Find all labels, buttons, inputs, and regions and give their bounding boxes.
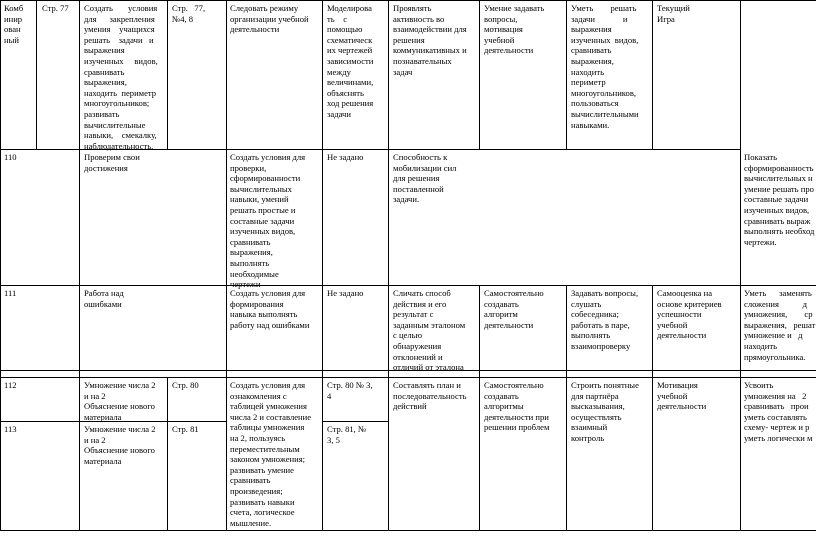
modeling-cell: Моделирова ть с помощью схематическ их чертежей зависимости между величинами, объяснять ход решения задачи: [327, 3, 374, 119]
communicative-cell: Сличать способ действия и его результат с заданным эталоном с целью обнаружения отклонений и отличий от эталона: [393, 288, 466, 373]
modeling-cell: Стр. 81, № 3, 5: [327, 424, 367, 445]
column-divider: [652, 285, 653, 530]
lesson-number-cell: 110: [4, 152, 17, 162]
personal-cell: Самостоятельно создавать алгоритм деятельности: [484, 288, 544, 330]
lesson-topic-cell: Умножение числа 2 и на 2 Объяснение нового материала: [84, 380, 156, 422]
lesson-topic-cell: Умножение числа 2 и на 2 Объяснение нового материала: [84, 424, 156, 466]
modeling-cell: Не задано: [327, 152, 364, 162]
column-divider: [36, 0, 37, 149]
column-divider: [652, 0, 653, 149]
lesson-topic-cell: Работа над ошибками: [84, 288, 124, 309]
communicative-cell: Проявлять активность во взаимодействии для решения коммуникативных и познавательных задач: [393, 3, 467, 77]
subject-cell: Уметь решать задачи и выражения изученных видов, сравнивать выражения, находить периметр многоугольников, пользоваться вычислительными навыками.: [571, 3, 639, 130]
personal-cell: Самостоятельно создавать алгоритмы деятельности при решении проблем: [484, 380, 550, 433]
modeling-cell: Стр. 80 № 3, 4: [327, 380, 373, 401]
lesson-number-cell: 112: [4, 380, 17, 390]
column-divider: [566, 285, 567, 530]
activity-cell: Создать условия для формирования навыка выполнять работу над ошибками: [230, 288, 310, 330]
personal-cell: Умение задавать вопросы, мотивация учебной деятельности: [484, 3, 545, 56]
activity-cell: Создать условия для проверки, сформированности вычислительных навыки, умений решать простые и составные задачи изученных видов, сравнивать выражения, выполнять необходимые чертежи: [230, 152, 306, 290]
column-divider: [479, 285, 480, 530]
modeling-cell: Не задано: [327, 288, 364, 298]
column-divider: [226, 0, 227, 530]
textbook-page-cell: Стр. 77: [42, 3, 69, 13]
activity-cell: Создать условия для ознакомления с таблицей умножения числа 2 и составление таблицы умножения на 2, пользуясь переместительным законом умножения; развивать умение сравнивать произведения; развивать навыки счета, логическое мышление.: [230, 380, 312, 528]
tasks-cell: Стр. 81: [172, 424, 199, 434]
result-cell: Показать сформированность вычислительных н умение решать про составные задачи изученных видов, сравнивать выраж выполнять необход чертежи.: [744, 152, 815, 247]
column-divider: [167, 377, 168, 530]
table-border-top: [0, 0, 816, 1]
lesson-topic-cell: Проверим свои достижения: [84, 152, 140, 173]
lesson-number-cell: 113: [4, 424, 17, 434]
row-divider: [0, 285, 816, 286]
activity-cell: Следовать режиму организации учебной деятельности: [230, 3, 309, 35]
column-divider: [0, 0, 1, 530]
tasks-cell: Стр. 77, №4, 8: [172, 3, 206, 24]
subject-cell: Задавать вопросы, слушать собеседника; работать в паре, выполнять взаимопроверку: [571, 288, 639, 351]
column-divider: [740, 0, 741, 530]
column-divider: [479, 0, 480, 149]
control-cell: Текущий Игра: [657, 3, 690, 24]
column-divider: [167, 0, 168, 149]
column-divider: [388, 0, 389, 530]
communicative-cell: Способность к мобилизации сил для решения поставленной задачи.: [393, 152, 457, 205]
result-cell: Усвоить умножения на 2 сравнивать прои уметь составлять схему- чертеж и р уметь логически м: [744, 380, 813, 443]
lesson-goal-cell: Создать условия для закрепления умения учащихся решать задачи и выражения изученных видов, сравнивать выражения, находить периметр многоугольников; развивать вычислительные навыки, смекалку, наблюдательность.: [84, 3, 158, 151]
control-cell: Мотивация учебной деятельности: [657, 380, 707, 412]
subject-cell: Строить понятные для партнёра высказывания, осуществлять взаимный контроль: [571, 380, 639, 443]
lesson-number-cell: Комб инир ован ный: [4, 3, 24, 45]
column-divider: [566, 0, 567, 149]
column-divider: [322, 0, 323, 530]
row-divider: [322, 421, 388, 422]
lesson-number-cell: 111: [4, 288, 17, 298]
column-divider: [79, 0, 80, 530]
communicative-cell: Составлять план и последовательность действий: [393, 380, 467, 412]
control-cell: Самооценка на основе критериев успешности учебной деятельности: [657, 288, 722, 341]
row-divider: [0, 377, 816, 378]
table-border-bottom: [0, 530, 816, 531]
result-cell: Уметь заменять сложения д умножения, ср выражения, решат умножение и д находить прямоугольника.: [744, 288, 816, 362]
tasks-cell: Стр. 80: [172, 380, 199, 390]
